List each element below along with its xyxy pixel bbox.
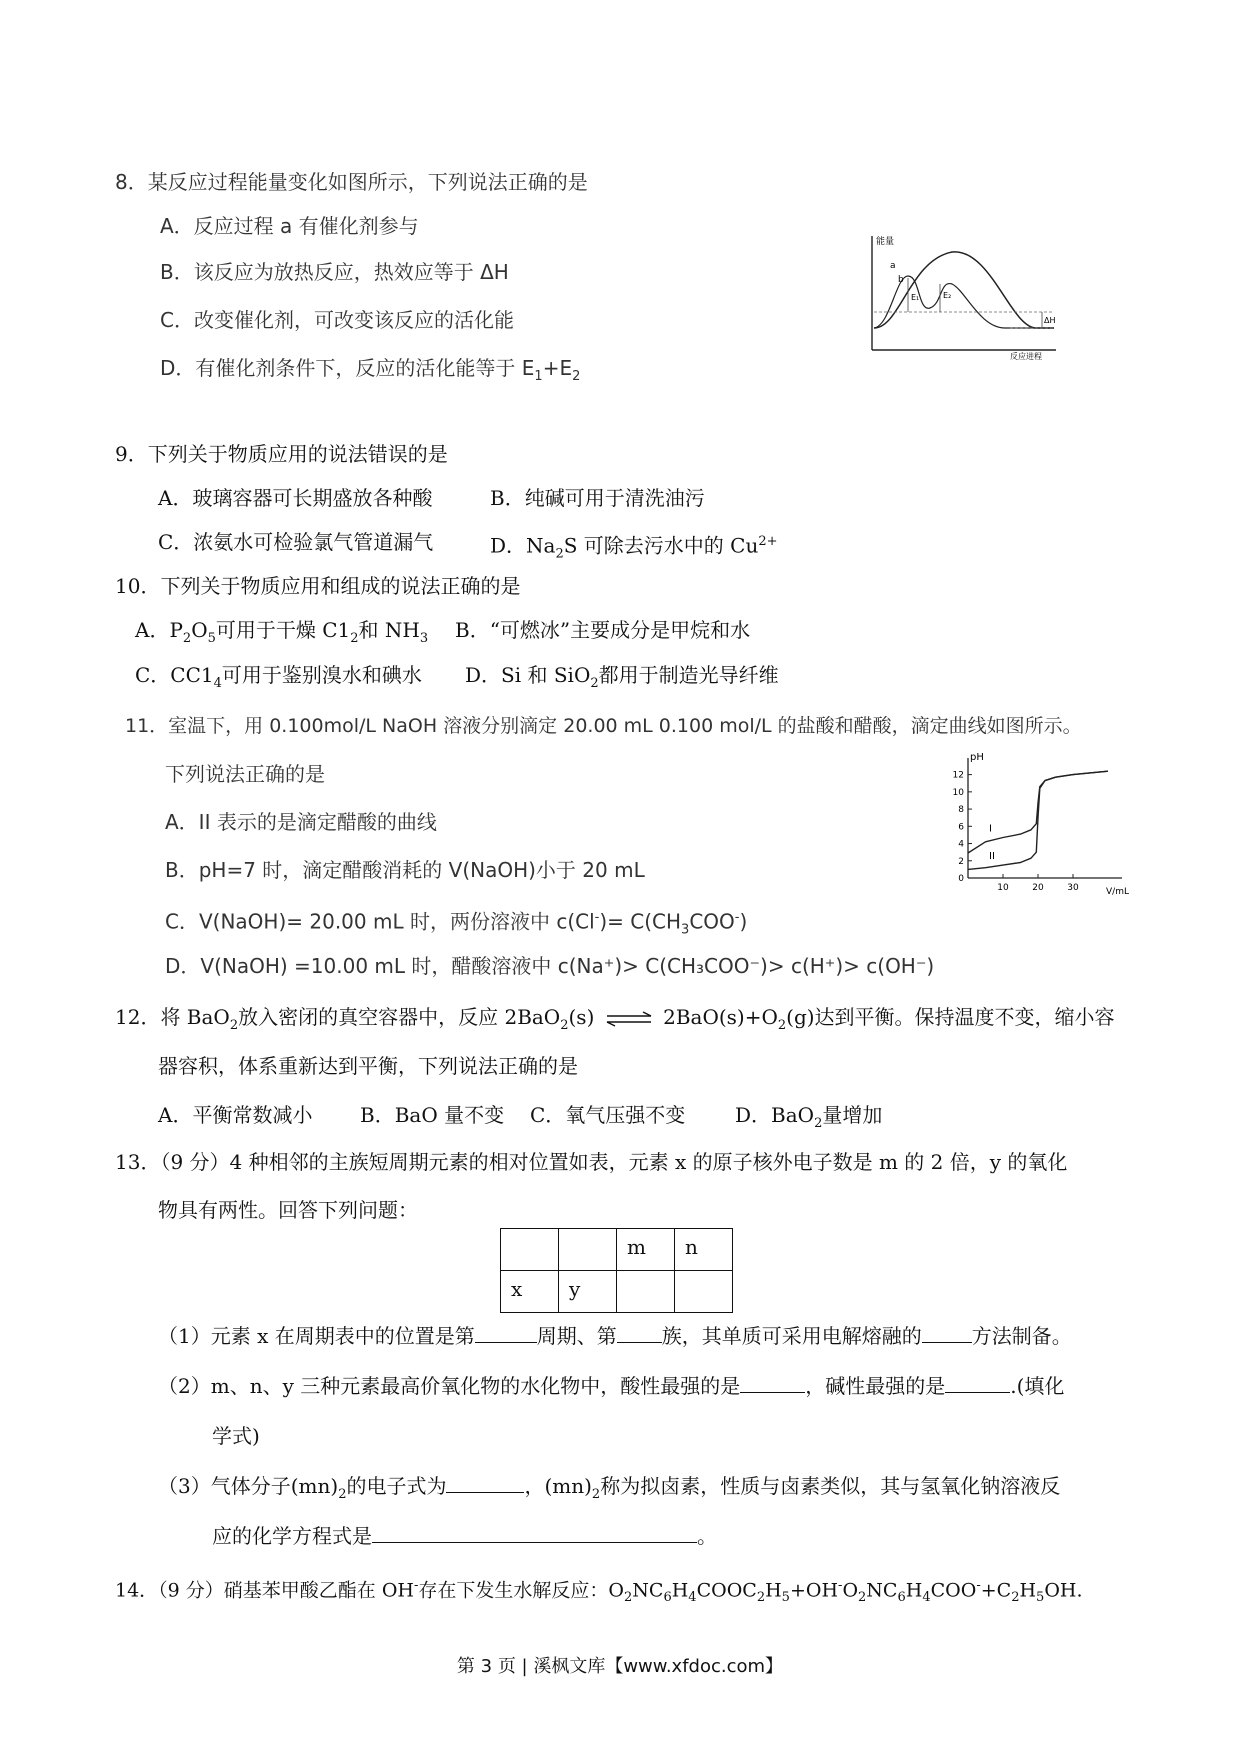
- q9-option-c: C．浓氨水可检验氯气管道漏气: [158, 530, 434, 554]
- x-tick-label: 10: [997, 883, 1009, 893]
- table-cell: m: [617, 1229, 675, 1271]
- page-footer: 第 3 页 | 溪枫文库【www.xfdoc.com】: [456, 1656, 784, 1677]
- periodic-table-fragment: [500, 1228, 733, 1313]
- answer-blank[interactable]: [446, 1472, 524, 1493]
- e2-label: E₂: [943, 291, 952, 300]
- answer-blank[interactable]: [617, 1322, 662, 1343]
- q12-stem-2: 器容积，体系重新达到平衡，下列说法正确的是: [158, 1054, 578, 1078]
- q13-stem: 13．（9 分）4 种相邻的主族短周期元素的相对位置如表，元素 x 的原子核外电子数是 m 的 2 倍，y 的氧化: [115, 1150, 1068, 1174]
- y-tick-label: 0: [958, 874, 964, 884]
- x-tick-label: 30: [1067, 883, 1079, 893]
- q11-option-c: C．V(NaOH)= 20.00 mL 时，两份溶液中 $c(Cl^-)= C(CH_3COO^-)$: [165, 909, 748, 938]
- q11-stem-2: 下列说法正确的是: [165, 762, 325, 786]
- q10-option-b: B．“可燃冰”主要成分是甲烷和水: [455, 618, 751, 642]
- y-tick-label: 2: [958, 856, 964, 867]
- curve-a: [874, 252, 1054, 328]
- curve-b-label: b: [898, 275, 904, 285]
- ph-axis-label: pH: [970, 752, 984, 763]
- q13-part-1: （1）元素 x 在周期表中的位置是第 周期、第 族，其单质可采用电解熔融的 方法制备。: [158, 1324, 1072, 1348]
- q9-option-a: A．玻璃容器可长期盛放各种酸: [158, 486, 433, 510]
- table-cell: [501, 1229, 559, 1271]
- answer-blank[interactable]: [372, 1522, 697, 1543]
- q10-stem: 10．下列关于物质应用和组成的说法正确的是: [115, 574, 521, 598]
- q12-option-b: B．BaO 量不变: [360, 1103, 505, 1127]
- equilibrium-arrow-icon: [605, 1011, 653, 1027]
- x-tick-label: 20: [1032, 883, 1044, 893]
- q12-option-c: C．氧气压强不变: [530, 1103, 686, 1127]
- q11-stem: 11．室温下，用 0.100mol/L NaOH 溶液分别滴定 20.00 mL 0.100 mol/L 的盐酸和醋酸，滴定曲线如图所示。: [125, 715, 1082, 737]
- q11-option-d: D．V(NaOH) =10.00 mL 时，醋酸溶液中 c(Na⁺)> C(CH₃COO⁻)> c(H⁺)> c(OH⁻): [165, 954, 935, 978]
- q13-part-3-cont: 应的化学方程式是 。: [212, 1524, 717, 1548]
- table-row: [501, 1271, 733, 1313]
- q8-stem: 8．某反应过程能量变化如图所示，下列说法正确的是: [115, 170, 588, 194]
- q10-option-a: A．$P_2O_5$可用于干燥 $C1_2$和 $NH_3$: [135, 618, 429, 646]
- q13-part-2: （2）m、n、y 三种元素最高价氧化物的水化物中，酸性最强的是 ，碱性最强的是 .(填化: [158, 1374, 1065, 1398]
- q8-option-b: B．该反应为放热反应，热效应等于 ΔH: [160, 260, 509, 284]
- table-cell: x: [501, 1271, 559, 1313]
- q11-option-b: B．pH=7 时，滴定醋酸消耗的 V(NaOH)小于 20 mL: [165, 858, 645, 882]
- progress-axis-label: 反应进程: [1010, 352, 1042, 360]
- q13-part-3: （3）气体分子$(mn)_2$的电子式为 ，$(mn)_2$称为拟卤素，性质与卤素类似，其与氢氧化钠溶液反: [158, 1474, 1061, 1502]
- q8-option-d: D．有催化剂条件下，反应的活化能等于 $E_1+E_2$: [160, 356, 581, 384]
- curve-ii-label: II: [989, 851, 995, 863]
- q12-stem: 12．将 BaO$_2$放入密闭的真空容器中，反应 2BaO$_2$(s) $2BaO(s)+O_2(g)$达到平衡。保持温度不变，缩小容: [115, 1005, 1115, 1033]
- e1-label: E₁: [911, 293, 920, 302]
- energy-axis-label: 能量: [876, 237, 895, 247]
- y-tick-label: 12: [952, 770, 964, 781]
- y-tick-label: 8: [958, 805, 964, 816]
- y-tick-label: 4: [958, 839, 964, 850]
- dh-label: ΔH: [1044, 316, 1056, 325]
- titration-chart: [940, 748, 1130, 898]
- table-row: [501, 1229, 733, 1271]
- q10-option-d: D．Si 和 SiO$_2$都用于制造光导纤维: [465, 663, 779, 691]
- q11-option-a: A．II 表示的是滴定醋酸的曲线: [165, 810, 437, 834]
- q10-option-c: C．$CC1_4$可用于鉴别溴水和碘水: [135, 663, 422, 691]
- curve-i-label: I: [989, 823, 992, 835]
- table-cell: [559, 1229, 617, 1271]
- q14-stem: 14．（9 分）硝基苯甲酸乙酯在 OH-存在下发生水解反应：$O_2NC_6H_4COOC_2H_5+OH^-O_2NC_6H_4COO^-+C_2H_5OH$.: [115, 1578, 1083, 1606]
- q9-option-b: B．纯碱可用于清洗油污: [490, 486, 705, 510]
- table-cell: y: [559, 1271, 617, 1313]
- table-cell: [675, 1271, 733, 1313]
- answer-blank[interactable]: [945, 1372, 1010, 1393]
- y-tick-label: 6: [958, 822, 964, 833]
- q9-stem: 9．下列关于物质应用的说法错误的是: [115, 442, 448, 466]
- q12-option-a: A．平衡常数减小: [158, 1103, 313, 1127]
- y-tick-label: 10: [952, 787, 964, 798]
- table-cell: [617, 1271, 675, 1313]
- q12-option-d: D．BaO$_2$量增加: [735, 1103, 883, 1131]
- energy-diagram: [860, 230, 1060, 360]
- curve-a-label: a: [890, 261, 896, 271]
- answer-blank[interactable]: [740, 1372, 805, 1393]
- table-cell: n: [675, 1229, 733, 1271]
- answer-blank[interactable]: [922, 1322, 972, 1343]
- volume-axis-label: V/mL: [1106, 887, 1129, 897]
- q13-stem-2: 物具有两性。回答下列问题：: [158, 1198, 418, 1222]
- q8-option-a: A．反应过程 a 有催化剂参与: [160, 214, 419, 238]
- q13-part-2-cont: 学式): [212, 1424, 260, 1448]
- q9-option-d: D．$Na_2S$ 可除去污水中的 $Cu^{2+}$: [490, 533, 778, 562]
- answer-blank[interactable]: [475, 1322, 537, 1343]
- q8-option-c: C．改变催化剂，可改变该反应的活化能: [160, 308, 514, 332]
